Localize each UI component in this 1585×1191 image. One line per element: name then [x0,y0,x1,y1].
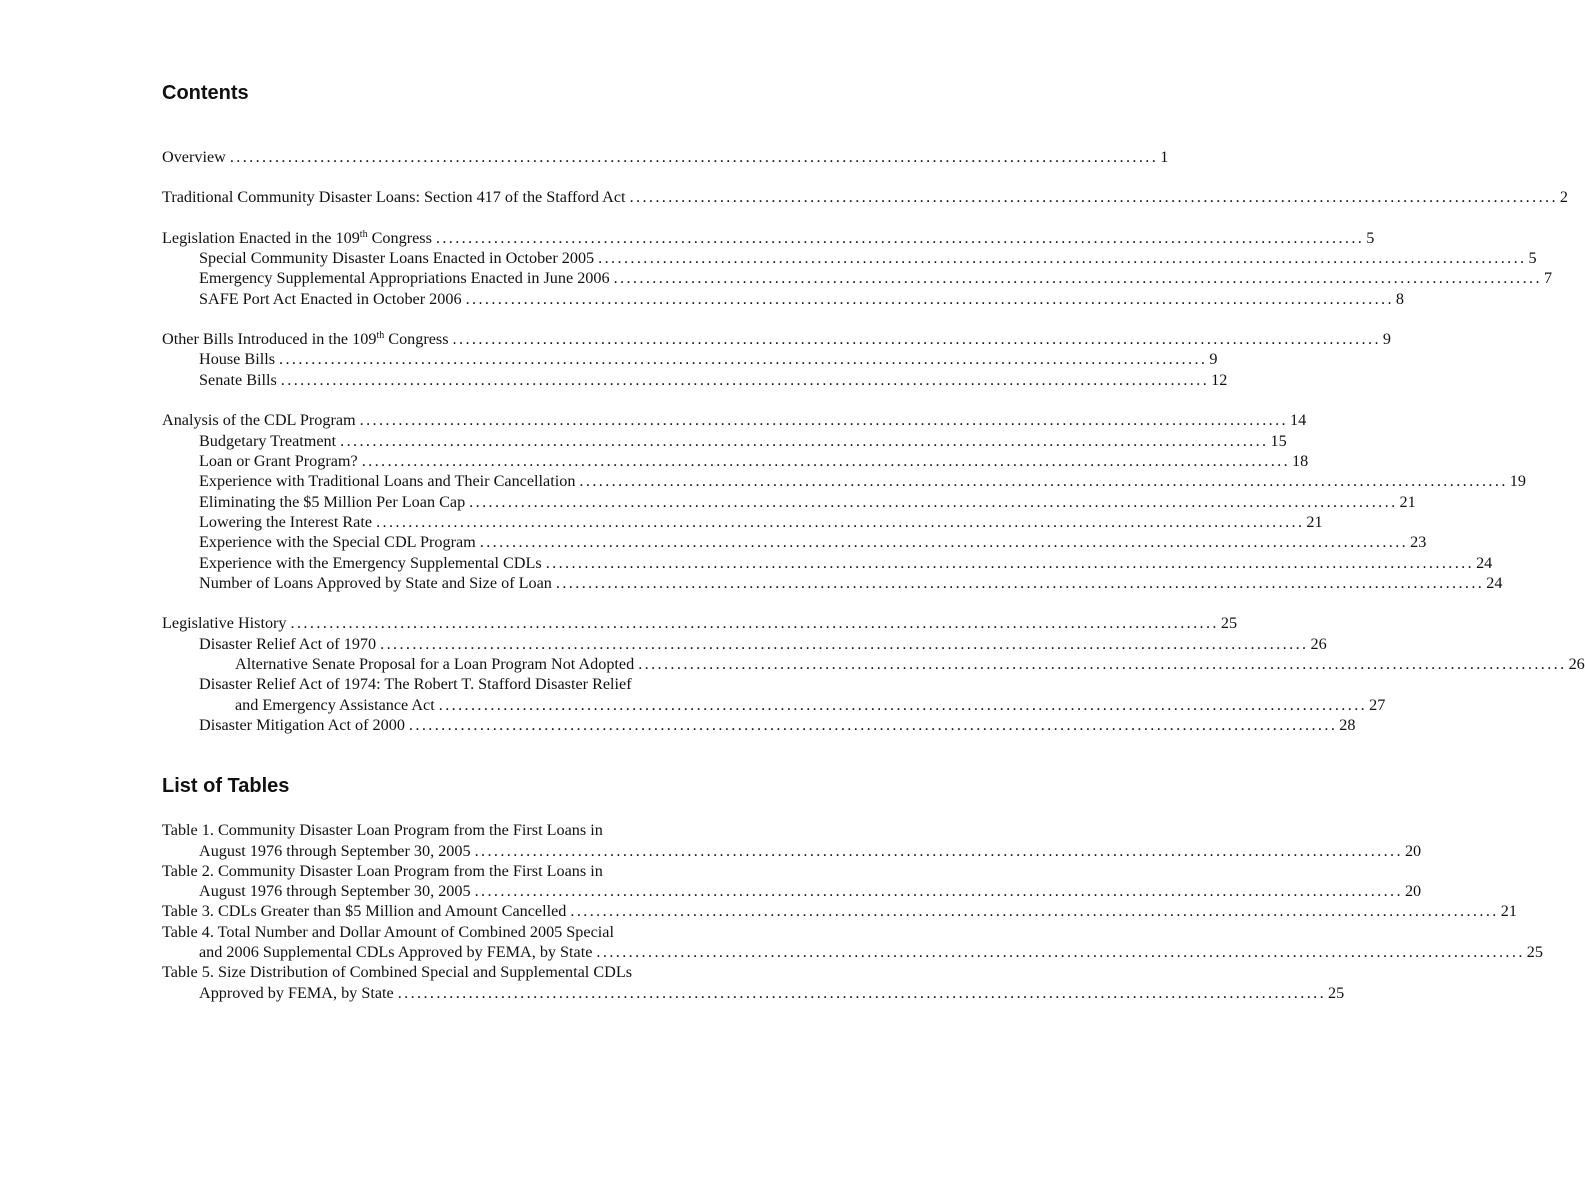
toc-entry-page: 26 [1568,655,1585,673]
dot-leader: ................................................................................................................................................ [570,902,1499,920]
toc-entry[interactable] [199,431,1287,451]
toc-entry-page: 12 [1211,371,1228,389]
table-entry-title-line2: and 2006 Supplemental CDLs Approved by FEMA, by State [199,943,593,961]
dot-leader: ................................................................................................................................................ [435,229,1365,247]
toc-entry-title: Senate Bills [199,371,277,389]
toc-entry-title: Other Bills Introduced in the 109th Congress [162,330,449,348]
table-entry[interactable] [199,942,1543,962]
table-entry[interactable] [199,881,1422,901]
dot-leader: ................................................................................................................................................ [408,716,1338,734]
dot-leader: ................................................................................................................................................ [598,249,1527,267]
toc-entry-title: SAFE Port Act Enacted in October 2006 [199,290,462,308]
dot-leader: ................................................................................................................................................ [474,882,1403,900]
toc-entry[interactable] [199,715,1356,735]
dot-leader: ................................................................................................................................................ [376,513,1305,531]
table-entry-page: 21 [1500,902,1517,920]
dot-leader: ................................................................................................................................................ [629,188,1558,206]
dot-leader: ................................................................................................................................................ [397,984,1327,1002]
table-entry-page: 25 [1328,984,1345,1002]
table-entry-page: 20 [1404,882,1422,900]
toc-entry-page: 21 [1399,493,1416,511]
toc-entry-page: 27 [1369,696,1386,714]
toc-entry-title: Budgetary Treatment [199,432,337,450]
dot-leader: ................................................................................................................................................ [596,943,1525,961]
toc-entry-title: Lowering the Interest Rate [199,513,373,531]
dot-leader: ................................................................................................................................................ [555,574,1485,592]
toc-entry-page: 14 [1290,411,1307,429]
toc-entry[interactable] [199,451,1309,471]
toc-entry[interactable] [199,471,1526,491]
toc-entry-title: Legislation Enacted in the 109th Congress [162,229,432,247]
dot-leader: ................................................................................................................................................ [229,148,1159,166]
toc-entry-title: Emergency Supplemental Appropriations Enacted in June 2006 [199,269,610,287]
dot-leader: ................................................................................................................................................ [290,614,1219,632]
toc-entry[interactable] [199,349,1218,369]
table-entry-title-line1[interactable]: Table 4. Total Number and Dollar Amount of Combined 2005 Special [162,923,614,941]
toc-entry[interactable] [199,512,1323,532]
dot-leader: ................................................................................................................................................ [545,554,1475,572]
toc-entry[interactable] [162,410,1307,430]
dot-leader: ................................................................................................................................................ [638,655,1567,673]
toc-entry[interactable] [235,654,1585,674]
table-entry[interactable] [199,983,1345,1003]
toc-entry-page: 19 [1509,472,1526,490]
contents-heading: Contents [162,82,249,104]
list-of-tables-heading: List of Tables [162,775,290,797]
toc-entry[interactable] [199,492,1416,512]
toc-entry-page: 7 [1543,269,1553,287]
table-entry[interactable] [199,841,1422,861]
dot-leader: ................................................................................................................................................ [438,696,1368,714]
dot-leader: ................................................................................................................................................ [380,635,1309,653]
dot-leader: ................................................................................................................................................ [613,269,1542,287]
dot-leader: ................................................................................................................................................ [340,432,1269,450]
dot-leader: ................................................................................................................................................ [279,350,1208,368]
toc-entry-title: Experience with Traditional Loans and Their Cancellation [199,472,576,490]
toc-entry[interactable] [235,695,1386,715]
toc-entry-title-line1[interactable]: Disaster Relief Act of 1974: The Robert T. Stafford Disaster Relief [199,675,632,693]
dot-leader: ................................................................................................................................................ [474,842,1403,860]
toc-entry[interactable] [199,289,1405,309]
toc-entry-title: Disaster Mitigation Act of 2000 [199,716,405,734]
toc-entry-page: 9 [1209,350,1218,368]
toc-entry[interactable] [162,187,1569,207]
dot-leader: ................................................................................................................................................ [361,452,1291,470]
toc-entry[interactable] [162,147,1169,167]
table-entry[interactable] [162,901,1517,921]
toc-entry[interactable] [199,268,1553,288]
toc-entry-page: 1 [1160,148,1169,166]
toc-entry-title: Legislative History [162,614,287,632]
toc-entry[interactable] [199,248,1537,268]
toc-entry-page: 23 [1410,533,1427,551]
toc-entry[interactable] [199,553,1493,573]
toc-entry-title: Analysis of the CDL Program [162,411,356,429]
dot-leader: ................................................................................................................................................ [280,371,1210,389]
toc-entry[interactable] [199,573,1503,593]
dot-leader: ................................................................................................................................................ [359,411,1288,429]
toc-entry-title: Eliminating the $5 Million Per Loan Cap [199,493,466,511]
table-entry-title: Table 3. CDLs Greater than $5 Million and Amount Cancelled [162,902,567,920]
dot-leader: ................................................................................................................................................ [469,493,1398,511]
toc-entry-page: 26 [1310,635,1327,653]
table-entry-title-line2: August 1976 through September 30, 2005 [199,842,471,860]
toc-entry-page: 18 [1292,452,1309,470]
toc-entry-page: 28 [1339,716,1356,734]
toc-entry-title: Special Community Disaster Loans Enacted in October 2005 [199,249,595,267]
toc-entry-page: 24 [1476,554,1493,572]
dot-leader: ................................................................................................................................................ [452,330,1381,348]
table-entry-title-line1[interactable]: Table 5. Size Distribution of Combined Special and Supplemental CDLs [162,963,633,981]
toc-entry-title: Alternative Senate Proposal for a Loan Program Not Adopted [235,655,635,673]
toc-entry-title: Overview [162,148,226,166]
toc-entry-page: 8 [1395,290,1405,308]
toc-entry-page: 15 [1270,432,1287,450]
dot-leader: ................................................................................................................................................ [465,290,1394,308]
toc-entry-page: 21 [1306,513,1323,531]
toc-entry-title: Experience with the Special CDL Program [199,533,476,551]
toc-entry-page: 25 [1220,614,1238,632]
table-entry-title-line1[interactable]: Table 1. Community Disaster Loan Program from the First Loans in [162,821,603,839]
toc-entry[interactable] [199,532,1427,552]
toc-entry-title: Disaster Relief Act of 1970 [199,635,377,653]
toc-entry-page: 2 [1559,188,1569,206]
table-entry-page: 25 [1526,943,1543,961]
table-entry-title-line2: Approved by FEMA, by State [199,984,394,1002]
toc-entry[interactable] [199,370,1228,390]
toc-entry-title: Traditional Community Disaster Loans: Section 417 of the Stafford Act [162,188,626,206]
toc-entry-page: 5 [1528,249,1537,267]
dot-leader: ................................................................................................................................................ [579,472,1508,490]
table-entry-title-line1[interactable]: Table 2. Community Disaster Loan Program from the First Loans in [162,862,603,880]
dot-leader: ................................................................................................................................................ [479,533,1409,551]
toc-entry-page: 24 [1486,574,1503,592]
table-entry-page: 20 [1404,842,1422,860]
toc-entry[interactable] [162,228,1375,248]
toc-entry-title: Loan or Grant Program? [199,452,358,470]
toc-entry[interactable] [199,634,1327,654]
toc-entry-title: Number of Loans Approved by State and Size of Loan [199,574,552,592]
toc-entry-title-line2: and Emergency Assistance Act [235,696,435,714]
table-entry-title-line2: August 1976 through September 30, 2005 [199,882,471,900]
toc-entry-title: House Bills [199,350,275,368]
toc-entry-title: Experience with the Emergency Supplemental CDLs [199,554,542,572]
toc-entry-page: 9 [1382,330,1391,348]
toc-entry[interactable] [162,329,1391,349]
toc-entry-page: 5 [1366,229,1375,247]
toc-entry[interactable] [162,613,1238,633]
